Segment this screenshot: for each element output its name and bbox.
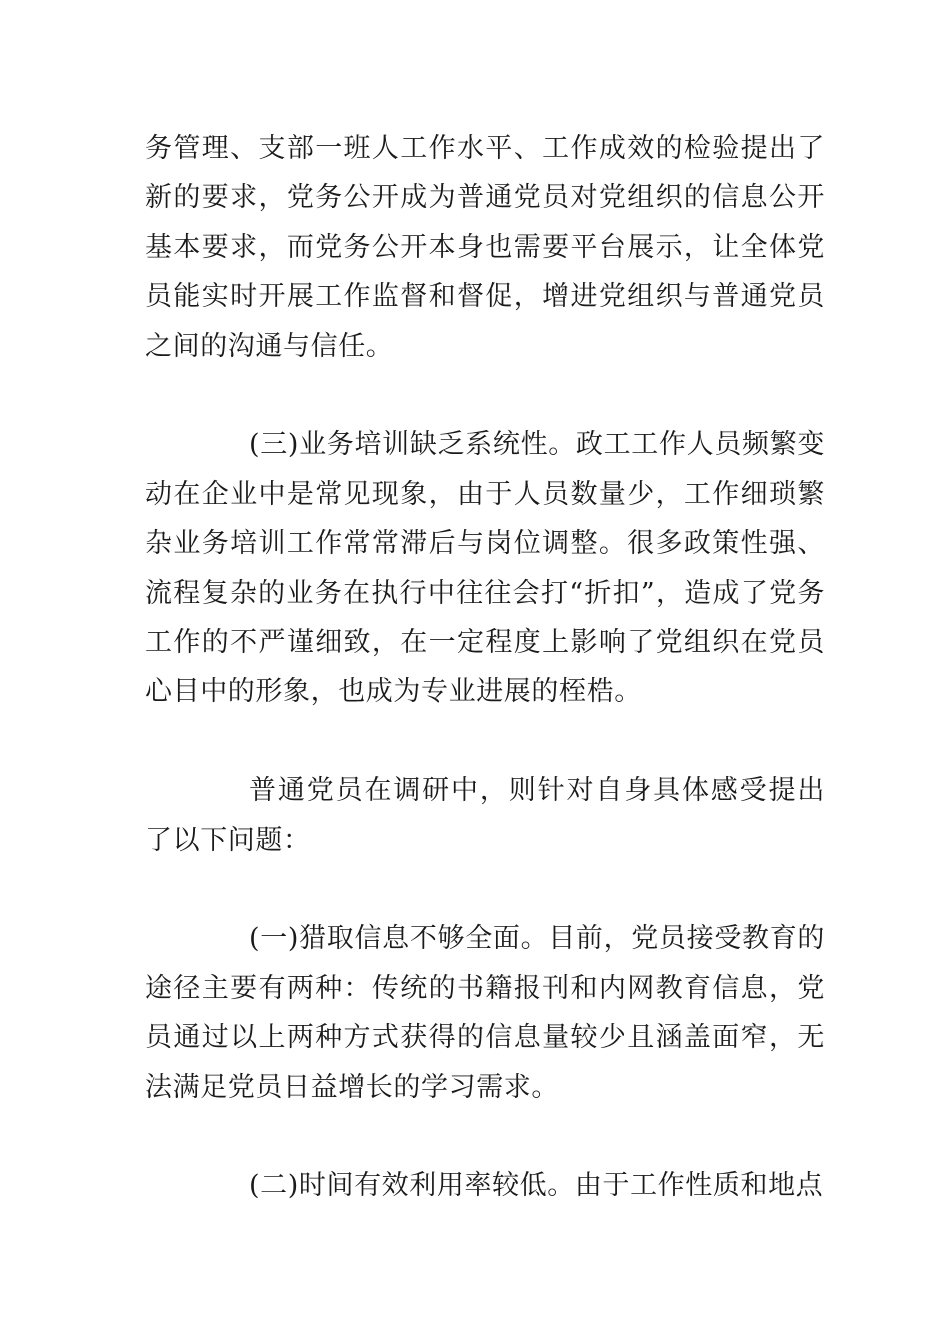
document-body	[145, 124, 825, 1211]
paragraph-information-incomplete: (一)猎取信息不够全面。目前，党员接受教育的途径主要有两种：传统的书籍报刊和内网教育信息，党员通过以上两种方式获得的信息量较少且涵盖面窄，无法满足党员日益增长的学习需求。	[145, 923, 825, 1103]
paragraph-time-utilization-low: (二)时间有效利用率较低。由于工作性质和地点	[249, 1170, 824, 1202]
paragraph-training-lacks-system: (三)业务培训缺乏系统性。政工工作人员频繁变动在企业中是常见现象，由于人员数量少，工作细琐繁杂业务培训工作常常滞后与岗位调整。很多政策性强、流程复杂的业务在执行中往往会打“折扣”，造成了党务工作的不严谨细致，在一定程度上影响了党组织在党员心目中的形象，也成为专业进展的桎梏。	[145, 429, 825, 708]
paragraph-party-affairs-openness: 务管理、支部一班人工作水平、工作成效的检验提出了新的要求，党务公开成为普通党员对党组织的信息公开基本要求，而党务公开本身也需要平台展示，让全体党员能实时开展工作监督和督促，增进党组织与普通党员之间的沟通与信任。	[145, 133, 825, 362]
paragraph-member-survey-intro: 普通党员在调研中，则针对自身具体感受提出了以下问题：	[145, 775, 825, 856]
